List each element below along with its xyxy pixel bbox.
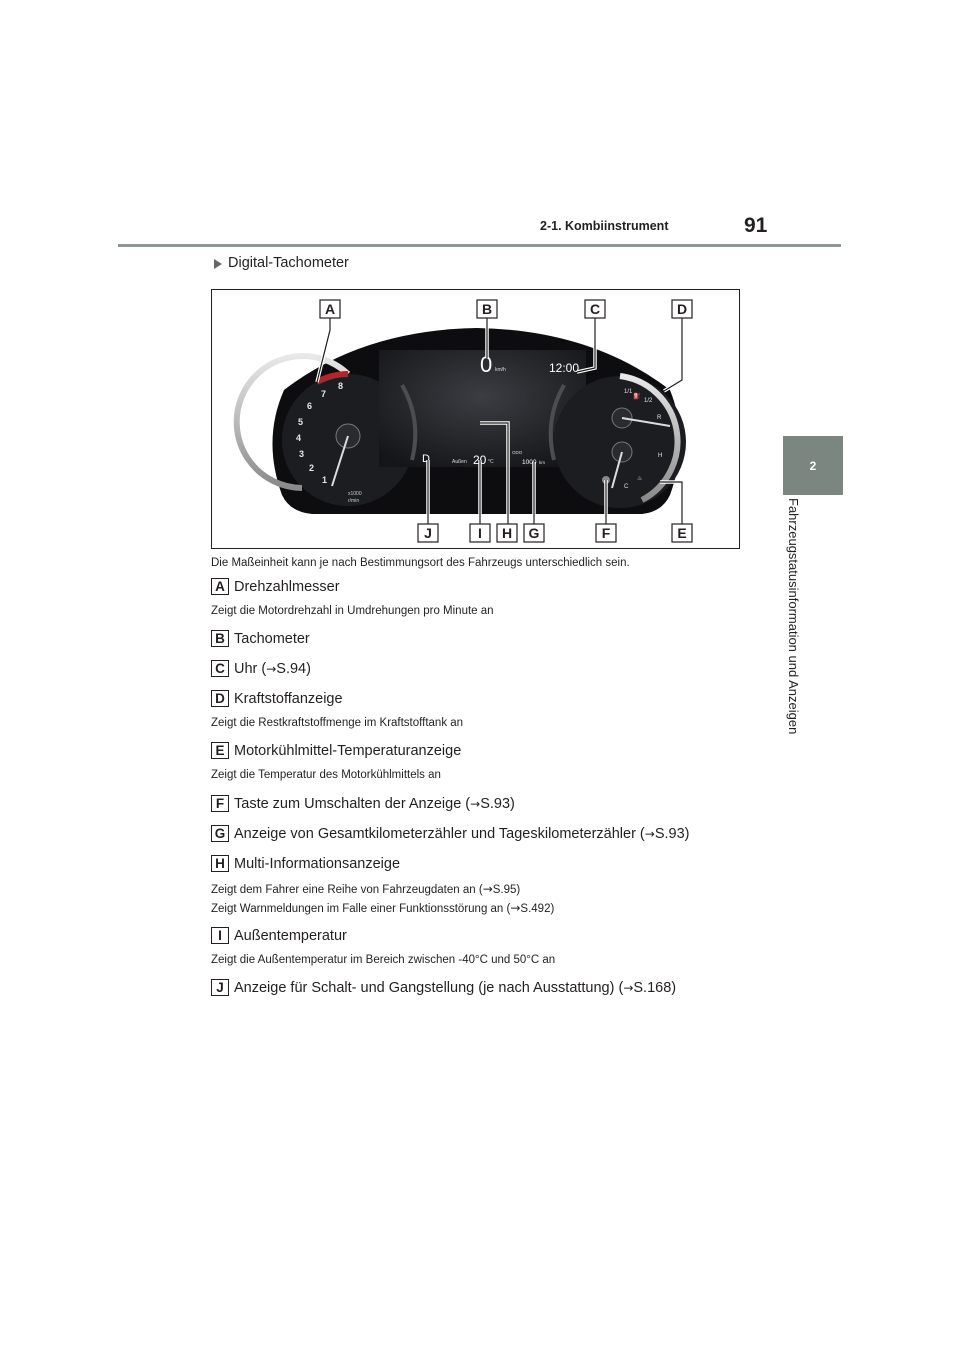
tach-number-6: 6 (307, 401, 313, 411)
item-h-desc-2-ref[interactable]: S.492) (520, 903, 555, 915)
fuel-pump-icon: ⛽ (633, 394, 641, 400)
outside-temp-label: Außen (452, 459, 467, 465)
item-c (211, 660, 311, 677)
badge-d: D (211, 690, 229, 707)
instrument-cluster-figure (211, 289, 740, 549)
cluster-illustration (212, 290, 741, 550)
tach-number-8: 8 (338, 381, 344, 391)
fuel-half-label: 1/2 (644, 398, 653, 404)
arrow-icon: → (623, 980, 634, 995)
callout-i: I (478, 525, 482, 541)
item-g-label: Anzeige von Gesamtkilometerzähler und Tageskilometerzähler ( (234, 825, 645, 842)
item-h (211, 855, 400, 872)
item-g (211, 825, 690, 842)
tach-number-7: 7 (321, 389, 327, 399)
item-a (211, 578, 340, 595)
callout-e: E (677, 525, 687, 541)
item-h-desc-1-ref[interactable]: S.95) (492, 884, 521, 896)
fuel-reserve-label: R (657, 415, 662, 421)
arrow-icon: → (266, 661, 277, 676)
callout-d: D (676, 301, 688, 317)
item-i (211, 927, 347, 944)
odo-label: ODO (512, 450, 523, 455)
item-j-ref[interactable]: S.168) (633, 979, 677, 996)
item-h-desc-2 (211, 901, 554, 915)
figure-note: Die Maßeinheit kann je nach Bestimmungsort des Fahrzeugs unterschiedlich sein. (211, 557, 630, 569)
item-d-label: Kraftstoffanzeige (234, 690, 343, 707)
item-i-label: Außentemperatur (234, 927, 347, 944)
callout-g: G (528, 525, 540, 541)
tach-number-2: 2 (309, 463, 315, 473)
item-j (211, 979, 676, 996)
arrow-icon: → (644, 826, 655, 841)
badge-f: F (211, 795, 229, 812)
odo-value: 1000 (522, 459, 537, 466)
item-f-label: Taste zum Umschalten der Anzeige ( (234, 795, 471, 812)
badge-b: B (211, 630, 229, 647)
item-b-label: Tachometer (234, 630, 310, 647)
item-f-ref[interactable]: S.93) (480, 795, 515, 812)
chapter-number: 2 (809, 458, 817, 473)
header-rule (118, 244, 841, 247)
item-b (211, 630, 310, 647)
item-e (211, 742, 461, 759)
item-h-desc-1-text: Zeigt dem Fahrer eine Reihe von Fahrzeugdaten an ( (211, 884, 483, 896)
item-i-desc: Zeigt die Außentemperatur im Bereich zwischen -40°C und 50°C an (211, 954, 556, 966)
item-e-label: Motorkühlmittel-Temperaturanzeige (234, 742, 462, 759)
item-h-desc-2-text: Zeigt Warnmeldungen im Falle einer Funktionsstörung an ( (211, 903, 511, 915)
sub-heading-text: Digital-Tachometer (228, 255, 349, 271)
tach-number-4: 4 (296, 433, 302, 443)
item-f (211, 795, 515, 812)
fuel-full-label: 1/1 (624, 389, 633, 395)
item-e-desc: Zeigt die Temperatur des Motorkühlmittels an (211, 769, 441, 781)
temp-hot-label: H (658, 453, 663, 459)
badge-h: H (211, 855, 229, 872)
arrow-icon: → (510, 901, 521, 915)
chapter-tab (783, 436, 843, 495)
coolant-icon: ♨ (637, 476, 643, 482)
callout-j: J (424, 525, 432, 541)
page-number: 91 (744, 214, 768, 237)
tach-number-1: 1 (322, 475, 328, 485)
outside-temp-unit: °C (488, 459, 494, 465)
sub-heading (214, 255, 349, 271)
item-g-ref[interactable]: S.93) (654, 825, 690, 842)
tach-number-3: 3 (299, 449, 305, 459)
item-a-label: Drehzahlmesser (234, 578, 340, 595)
speed-unit: km/h (495, 367, 506, 373)
chapter-title: Fahrzeugstatusinformation und Anzeigen (786, 498, 801, 735)
chapter-title-vertical (786, 498, 806, 768)
tach-unit-top: x1000 (348, 491, 362, 497)
clock-display: 12:00 (549, 361, 580, 375)
callout-b: B (481, 301, 493, 317)
badge-e: E (211, 742, 229, 759)
item-c-label: Uhr ( (234, 660, 267, 677)
item-c-ref[interactable]: S.94) (276, 660, 311, 677)
triangle-bullet-icon (214, 259, 222, 269)
tach-unit-bottom: r/min (348, 498, 360, 504)
arrow-icon: → (482, 882, 493, 896)
callout-h: H (501, 525, 513, 541)
badge-c: C (211, 660, 229, 677)
badge-j: J (211, 979, 229, 996)
callout-f: F (601, 525, 611, 541)
section-title: 2-1. Kombiinstrument (540, 219, 669, 233)
item-h-label: Multi-Informationsanzeige (234, 855, 401, 872)
badge-i: I (211, 927, 229, 944)
badge-g: G (211, 825, 229, 842)
gear-indicator: D (422, 453, 430, 465)
speed-value: 0 (480, 352, 493, 377)
item-j-label: Anzeige für Schalt- und Gangstellung (je nach Ausstattung) ( (234, 979, 624, 996)
badge-a: A (211, 578, 229, 595)
item-d (211, 690, 343, 707)
item-h-desc-1 (211, 882, 520, 896)
callout-c: C (589, 301, 601, 317)
temp-cold-label: C (624, 484, 629, 490)
arrow-icon: → (470, 796, 481, 811)
odo-unit: km (539, 460, 545, 465)
item-d-desc: Zeigt die Restkraftstoffmenge im Kraftstofftank an (211, 717, 464, 729)
callout-a: A (324, 301, 336, 317)
tach-number-5: 5 (298, 417, 304, 427)
outside-temp-value: 20 (473, 453, 487, 467)
item-a-desc: Zeigt die Motordrehzahl in Umdrehungen pro Minute an (211, 605, 494, 617)
